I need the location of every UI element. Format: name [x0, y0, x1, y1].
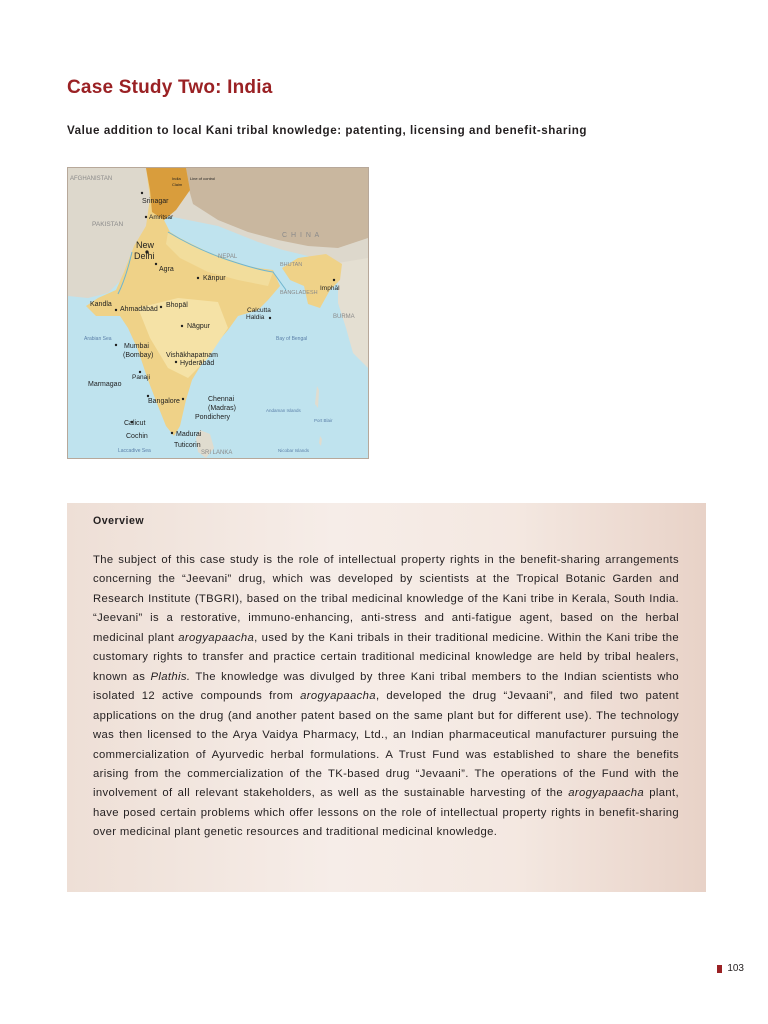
- italic-term: arogyapaacha: [178, 631, 255, 644]
- sea-label: Arabian Sea: [84, 336, 112, 342]
- city-label: Calicut: [124, 420, 146, 427]
- page-number-text: 103: [727, 963, 744, 974]
- overview-text-segment: plant, have posed certain problems which offer lessons on the role of intellectual property rights in benefit-sharing over medicinal plant genetic resources and traditional medicinal knowledge.: [93, 787, 679, 839]
- sea-label: Bay of Bengal: [276, 336, 308, 342]
- city-label: Imphāl: [320, 285, 340, 292]
- page-marker-icon: [717, 965, 722, 973]
- page-number: [717, 963, 744, 974]
- sea-label: Laccadive Sea: [118, 448, 151, 454]
- country-label: BURMA: [333, 314, 355, 320]
- city-label: Agra: [159, 266, 174, 273]
- city-label: (Bombay): [123, 352, 154, 359]
- overview-heading: Overview: [93, 515, 145, 527]
- country-label: NEPAL: [218, 254, 238, 260]
- kashmir-note: Claim: [172, 182, 183, 187]
- kashmir-note: India: [172, 176, 181, 181]
- overview-text-segment: , used by the Kani tribals in their traditional medicine. Within the Kani tribe the customary rights to transfer and practice certain traditional medicinal knowledge are held by tribal healers, known as: [93, 631, 679, 683]
- city-label: Cochin: [126, 433, 148, 440]
- overview-text-segment: , developed the drug “Jevaani”, and filed two patent applications on the drug (and another patent based on the same plant but for different use). The technology was then licensed to the Arya Vaidya Pharmacy, Ltd., an Indian pharmaceutical manufacturer pursuing the commercialization of Ayurvedic herbal formulations. A Trust Fund was established to share the benefits arising from the commercialization of the TK-based drug “Jevaani”. The operations of the Fund with the involvement of all relevant stakeholders, as well as the sustainable harvesting of the: [93, 690, 680, 800]
- country-label: BHUTAN: [280, 262, 303, 268]
- overview-paragraph: [93, 551, 679, 843]
- city-label: Calcutta: [247, 307, 271, 314]
- italic-term: arogyapaacha: [568, 787, 645, 800]
- city-label: Kānpur: [203, 275, 226, 282]
- sea-label: Nicobar Islands: [278, 448, 310, 453]
- city-label: Hyderābād: [180, 360, 215, 367]
- sea-label: Port Blair: [314, 418, 333, 423]
- sea-label: Andaman Islands: [266, 408, 301, 413]
- city-label: Bhopāl: [166, 302, 188, 309]
- page-title: Case Study Two: India: [67, 77, 273, 98]
- city-label: Ahmadābād: [120, 306, 158, 313]
- italic-term: Plathis.: [150, 670, 191, 683]
- case-study-subtitle: Value addition to local Kani tribal knowledge: patenting, licensing and benefit-sharing: [67, 124, 588, 137]
- city-label: Chennai: [208, 396, 235, 403]
- city-label: New: [136, 240, 155, 250]
- country-label: PAKISTAN: [92, 221, 124, 228]
- overview-panel: [67, 503, 706, 892]
- city-label: Panaji: [132, 374, 151, 381]
- city-label: Madurai: [176, 431, 202, 438]
- city-label: Vishākhapatnam: [166, 352, 219, 359]
- country-label: AFGHANISTAN: [70, 176, 113, 182]
- overview-text-segment: The knowledge was divulged by three Kani tribal members to the Indian scientists who isolated 12 active compounds from: [93, 670, 680, 703]
- overview-text-segment: The subject of this case study is the role of intellectual property rights in the benefit-sharing arrangements concerning the “Jeevani” drug, which was developed by scientists at the Tropical Botanic Garden and Research Institute (TBGRI), based on the tribal medicinal knowledge of the Kani tribe in Kerala, South India. “Jeevani” is a restorative, immuno-enhancing, anti-stress and anti-fatigue agent, based on the herbal medicinal plant: [93, 554, 679, 644]
- city-label: Haldia: [246, 314, 265, 321]
- country-label: C H I N A: [282, 232, 321, 239]
- india-map: [67, 167, 369, 459]
- city-label: Kandla: [90, 301, 112, 308]
- city-label: Delhi: [134, 251, 155, 261]
- kashmir-note: Line of control: [190, 176, 216, 181]
- country-label: SRI LANKA: [201, 450, 233, 456]
- city-label: Bangalore: [148, 398, 180, 405]
- city-label: Tuticorin: [174, 442, 201, 449]
- city-label: Nāgpur: [187, 323, 210, 330]
- city-label: Srinagar: [142, 198, 169, 205]
- country-label: BANGLADESH: [280, 290, 318, 296]
- italic-term: arogyapaacha: [300, 690, 376, 703]
- city-label: Mumbai: [124, 343, 149, 350]
- city-label: (Madras): [208, 405, 237, 412]
- city-label: Pondichery: [195, 414, 231, 421]
- city-label: Amritsar: [149, 214, 174, 221]
- city-label: Marmagao: [88, 381, 122, 388]
